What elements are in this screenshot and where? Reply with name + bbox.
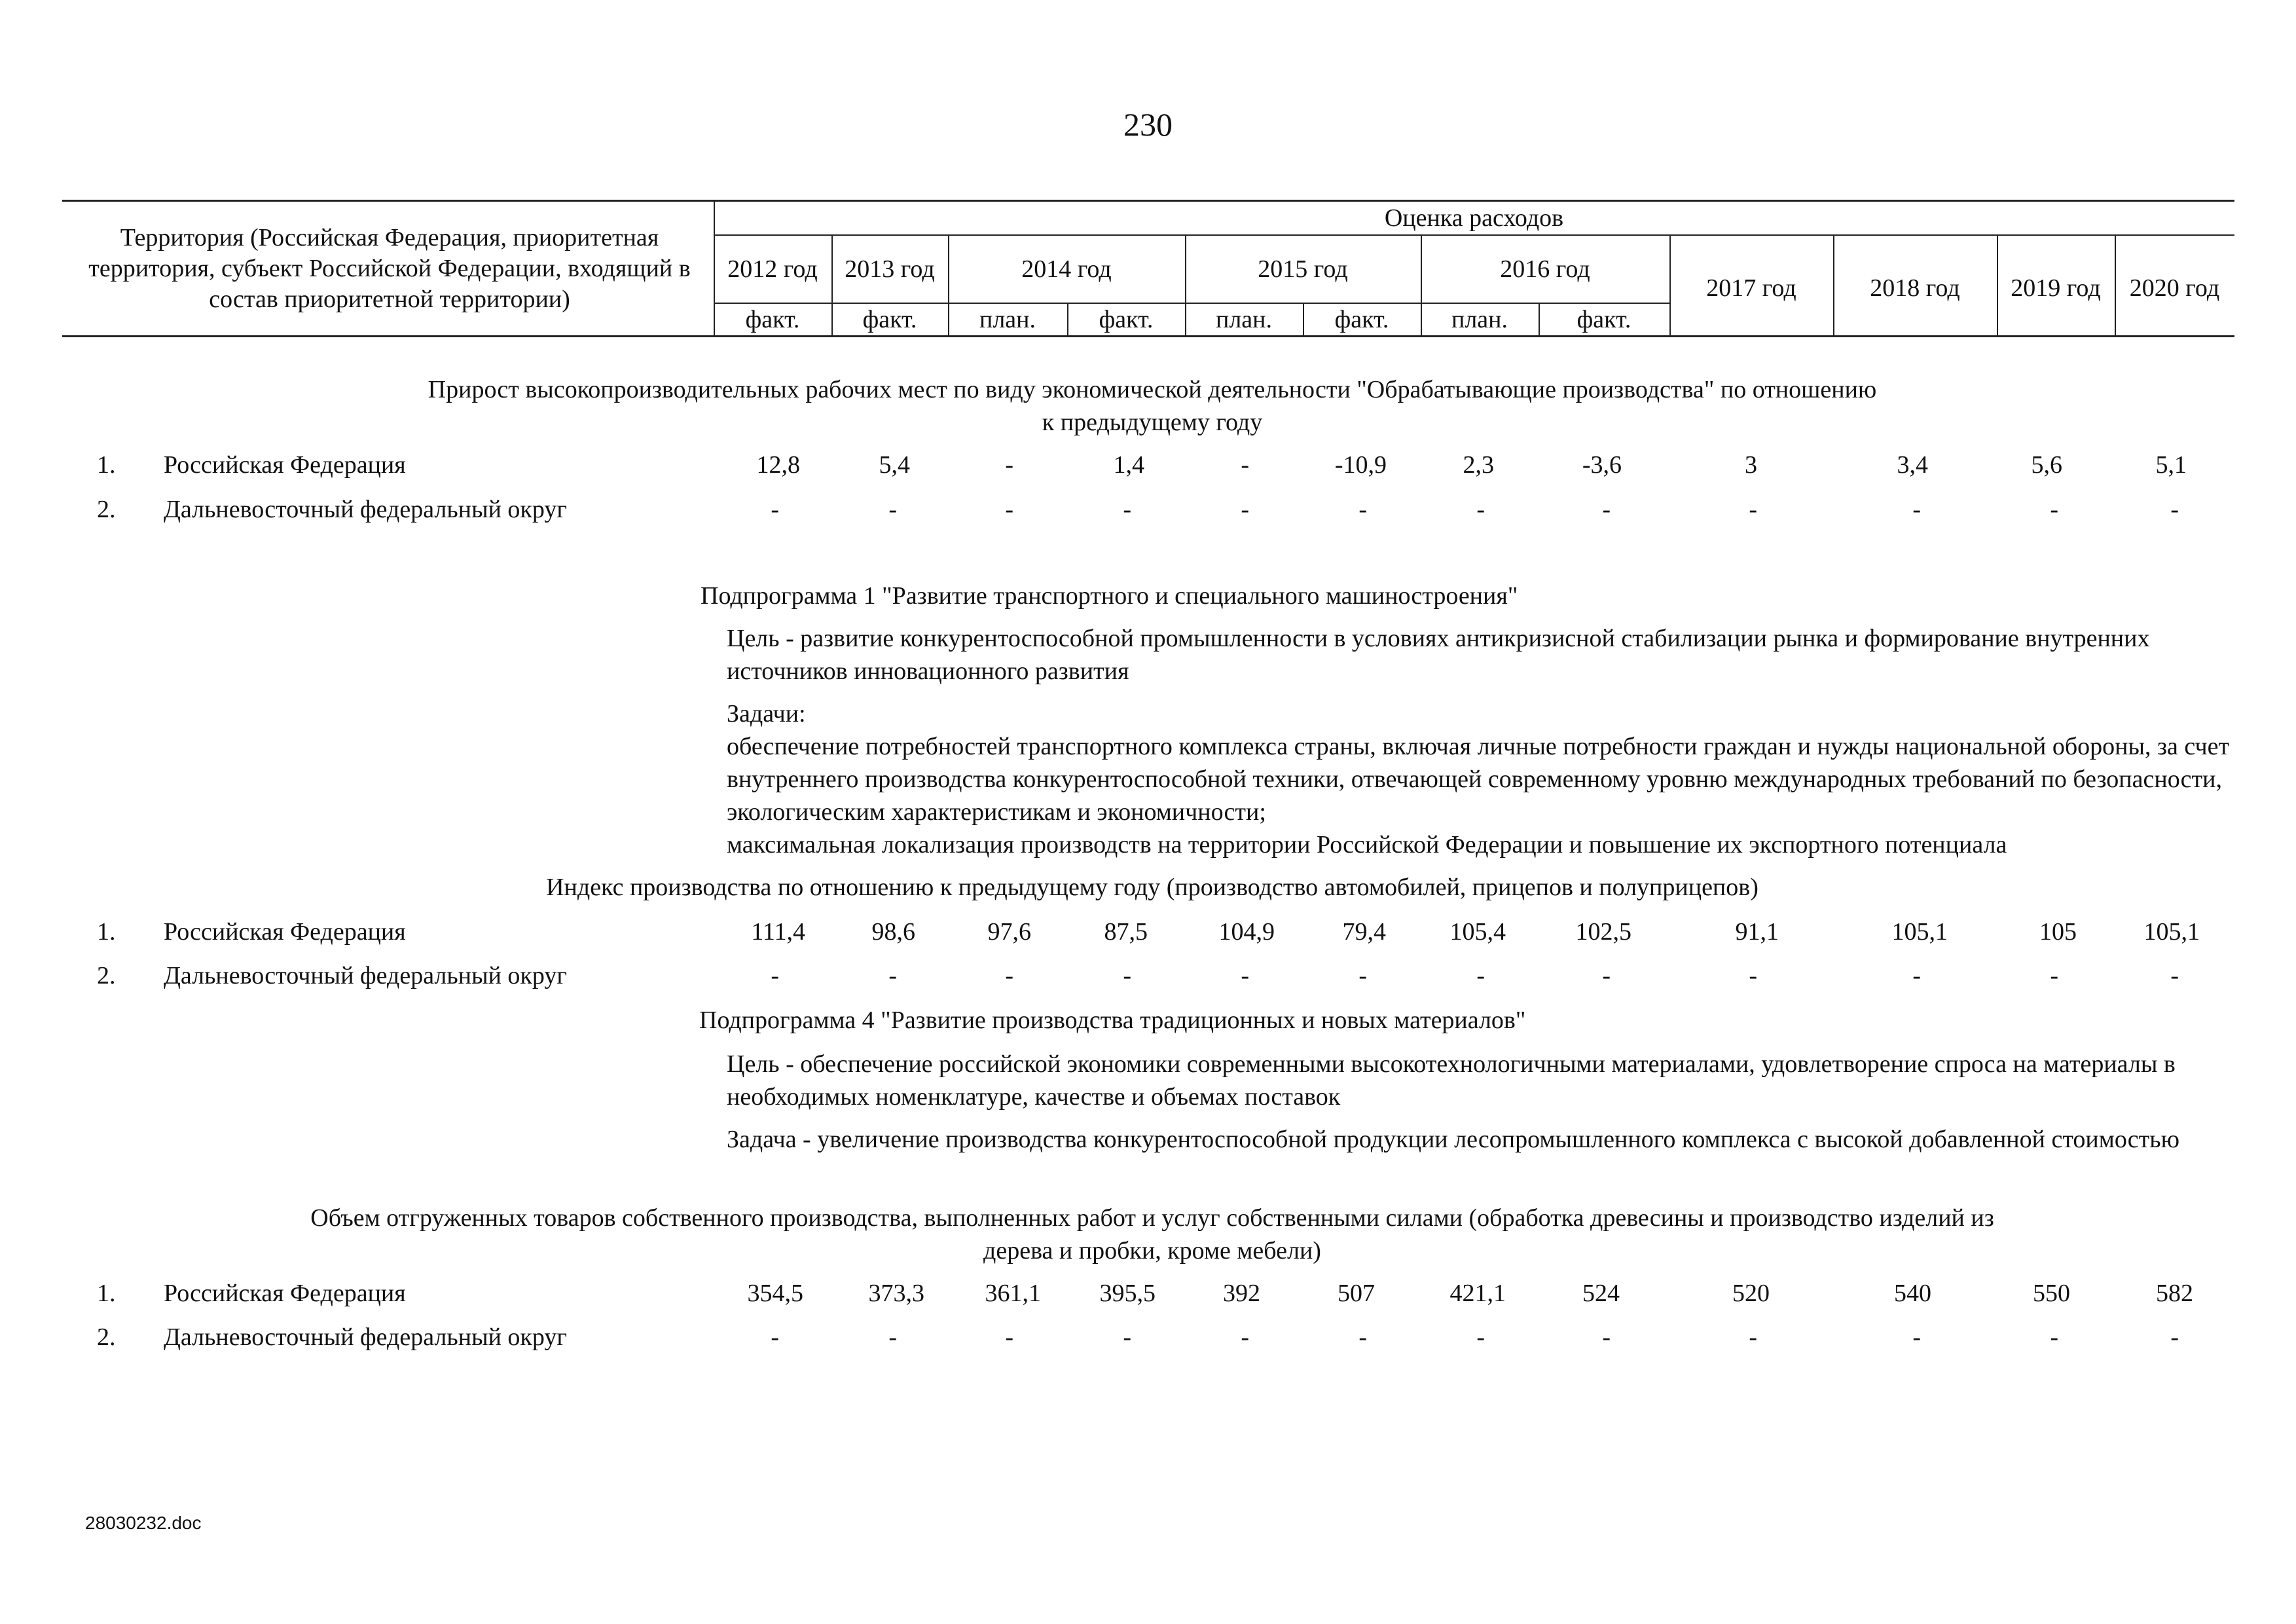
year-2018-header: 2018 год xyxy=(1870,274,1960,302)
row-territory: Дальневосточный федеральный округ xyxy=(164,496,567,523)
value-2014-fact: 1,4 xyxy=(1113,451,1144,479)
row-number: 1. xyxy=(97,918,116,946)
value-2014-plan: 361,1 xyxy=(985,1280,1041,1307)
table-row xyxy=(0,490,2296,529)
sub-fact-2015: факт. xyxy=(1334,305,1389,333)
value-2016-fact: - xyxy=(1602,962,1611,989)
value-2014-fact: - xyxy=(1123,962,1131,989)
row-territory: Дальневосточный федеральный округ xyxy=(164,962,567,989)
row-territory: Российская Федерация xyxy=(164,1280,406,1307)
sub-plan-2014: план. xyxy=(979,305,1036,333)
value-2019: - xyxy=(2050,962,2058,989)
table-row xyxy=(0,956,2296,995)
year-2017-header: 2017 год xyxy=(1706,274,1796,302)
value-2018: - xyxy=(1912,1323,1921,1351)
value-2012-fact: 111,4 xyxy=(751,918,805,946)
value-2015-plan: 104,9 xyxy=(1218,918,1275,946)
table-row xyxy=(0,1274,2296,1313)
value-2014-plan: - xyxy=(1005,1323,1013,1351)
value-2017: 3 xyxy=(1745,451,1757,479)
value-2015-fact: - xyxy=(1358,962,1367,989)
section-3-title: Объем отгруженных товаров собственного производства, выполненных работ и услуг собственными силами (обработка древесины и производство изделий из дерева и пробки, кроме мебели) xyxy=(310,1204,1994,1264)
value-2014-fact: 395,5 xyxy=(1099,1280,1156,1307)
table-row xyxy=(0,1318,2296,1357)
value-2013-fact: - xyxy=(888,1323,897,1351)
value-2013-fact: 5,4 xyxy=(879,451,910,479)
value-2018: - xyxy=(1912,962,1921,989)
value-2013-fact: - xyxy=(888,962,897,989)
value-2016-plan: 2,3 xyxy=(1463,451,1494,479)
sub-fact-2012: факт. xyxy=(745,305,800,333)
value-2015-plan: - xyxy=(1241,1323,1249,1351)
value-2020: - xyxy=(2170,496,2179,523)
page-number: 230 xyxy=(1123,106,1173,143)
section-1-title: Прирост высокопроизводительных рабочих мест по виду экономической деятельности "Обрабатывающие производства" по отношению к предыдущему году xyxy=(428,376,1877,436)
value-2013-fact: 98,6 xyxy=(871,918,915,946)
value-2012-fact: - xyxy=(771,1323,779,1351)
year-2012-header: 2012 год xyxy=(727,255,818,283)
task-item: обеспечение потребностей транспортного комплекса страны, включая личные потребности граждан и нужды национальной обороны, за счет внутреннего производства конкурентоспособной техники, отвечающей современному уровню международных требований по безопасности, экологическим характеристикам и экономичности; xyxy=(727,733,2230,826)
value-2020: 582 xyxy=(2156,1280,2193,1307)
value-2017: 520 xyxy=(1732,1280,1770,1307)
value-2016-fact: 102,5 xyxy=(1575,918,1631,946)
row-territory: Российская Федерация xyxy=(164,451,406,479)
value-2014-fact: - xyxy=(1123,496,1131,523)
sub-plan-2016: план. xyxy=(1451,305,1508,333)
year-2020-header: 2020 год xyxy=(2129,274,2220,302)
subprogram-1-tasks xyxy=(727,697,2232,861)
value-2017: - xyxy=(1749,962,1757,989)
value-2016-fact: - xyxy=(1602,1323,1611,1351)
value-2018: 3,4 xyxy=(1897,451,1928,479)
subprogram-1-goal: Цель - развитие конкурентоспособной промышленности в условиях антикризисной стабилизации рынка и формирование внутренних источников инновационного развития xyxy=(727,625,2150,685)
subprogram-4-goal: Цель - обеспечение российской экономики современными высокотехнологичными материалами, удовлетворение спроса на материалы в необходимых номенклатуре, качестве и объемах поставок xyxy=(727,1050,2176,1111)
value-2016-plan: - xyxy=(1476,496,1485,523)
value-2016-fact: - xyxy=(1602,496,1611,523)
value-2016-plan: 105,4 xyxy=(1449,918,1506,946)
tasks-label: Задачи: xyxy=(727,700,806,728)
value-2019: - xyxy=(2050,496,2058,523)
value-2019: 105 xyxy=(2039,918,2077,946)
value-2020: 5,1 xyxy=(2155,451,2187,479)
value-2015-plan: - xyxy=(1241,962,1249,989)
section-2-title: Индекс производства по отношению к предыдущему году (производство автомобилей, прицепов и полуприцепов) xyxy=(546,874,1758,901)
value-2018: - xyxy=(1912,496,1921,523)
row-number: 2. xyxy=(97,496,116,523)
value-2020: - xyxy=(2170,962,2179,989)
value-2020: - xyxy=(2170,1323,2179,1351)
sub-fact-2016: факт. xyxy=(1576,305,1631,333)
value-2014-plan: - xyxy=(1005,451,1013,479)
subprogram-1-title: Подпрограмма 1 "Развитие транспортного и специального машиностроения" xyxy=(701,582,1518,610)
value-2020: 105,1 xyxy=(2143,918,2200,946)
value-2016-plan: - xyxy=(1476,1323,1485,1351)
subprogram-4-title: Подпрограмма 4 "Развитие производства традиционных и новых материалов" xyxy=(699,1006,1526,1034)
value-2014-plan: - xyxy=(1005,496,1013,523)
row-number: 1. xyxy=(97,1280,116,1307)
value-2014-fact: - xyxy=(1123,1323,1131,1351)
year-2016-header: 2016 год xyxy=(1500,255,1590,283)
year-2013-header: 2013 год xyxy=(845,255,935,283)
value-2015-fact: -10,9 xyxy=(1334,451,1387,479)
value-2014-plan: 97,6 xyxy=(987,918,1031,946)
row-territory: Российская Федерация xyxy=(164,918,406,946)
value-2012-fact: - xyxy=(771,962,779,989)
value-2015-fact: - xyxy=(1358,496,1367,523)
year-2019-header: 2019 год xyxy=(2011,274,2101,302)
value-2013-fact: - xyxy=(888,496,897,523)
value-2016-plan: - xyxy=(1476,962,1485,989)
value-2018: 540 xyxy=(1894,1280,1931,1307)
value-2016-plan: 421,1 xyxy=(1449,1280,1506,1307)
value-2012-fact: 354,5 xyxy=(747,1280,803,1307)
value-2015-fact: 507 xyxy=(1338,1280,1375,1307)
row-number: 2. xyxy=(97,962,116,989)
value-2019: 550 xyxy=(2033,1280,2070,1307)
subprogram-4-task: Задача - увеличение производства конкурентоспособной продукции лесопромышленного комплекса с высокой добавленной стоимостью xyxy=(727,1126,2179,1153)
value-2012-fact: - xyxy=(771,496,779,523)
sub-fact-2014: факт. xyxy=(1099,305,1154,333)
row-number: 1. xyxy=(97,451,116,479)
value-2019: 5,6 xyxy=(2031,451,2062,479)
value-2015-plan: - xyxy=(1241,451,1249,479)
row-territory: Дальневосточный федеральный округ xyxy=(164,1323,567,1351)
value-2012-fact: 12,8 xyxy=(756,451,800,479)
table-row xyxy=(0,912,2296,951)
sub-fact-2013: факт. xyxy=(862,305,917,333)
document-filename: 28030232.doc xyxy=(85,1513,202,1533)
cost-estimate-header: Оценка расходов xyxy=(1384,204,1564,232)
sub-plan-2015: план. xyxy=(1215,305,1272,333)
year-2014-header: 2014 год xyxy=(1021,255,1112,283)
value-2015-plan: 392 xyxy=(1223,1280,1260,1307)
value-2015-fact: 79,4 xyxy=(1342,918,1386,946)
value-2017: - xyxy=(1749,1323,1757,1351)
task-item: максимальная локализация производств на территории Российской Федерации и повышение их экспортного потенциала xyxy=(727,831,2007,858)
value-2017: - xyxy=(1749,496,1757,523)
year-2015-header: 2015 год xyxy=(1258,255,1348,283)
value-2014-plan: - xyxy=(1005,962,1013,989)
territory-header: Территория (Российская Федерация, приоритетная территория, субъект Российской Федерации, входящий в состав приоритетной территории) xyxy=(88,224,691,313)
value-2016-fact: 524 xyxy=(1582,1280,1620,1307)
row-number: 2. xyxy=(97,1323,116,1351)
value-2013-fact: 373,3 xyxy=(868,1280,924,1307)
value-2014-fact: 87,5 xyxy=(1104,918,1148,946)
value-2015-fact: - xyxy=(1358,1323,1367,1351)
header-bottom-rule xyxy=(62,335,2234,337)
value-2019: - xyxy=(2050,1323,2058,1351)
table-row xyxy=(0,445,2296,485)
value-2017: 91,1 xyxy=(1735,918,1779,946)
value-2016-fact: -3,6 xyxy=(1582,451,1622,479)
value-2018: 105,1 xyxy=(1891,918,1948,946)
value-2015-plan: - xyxy=(1241,496,1249,523)
